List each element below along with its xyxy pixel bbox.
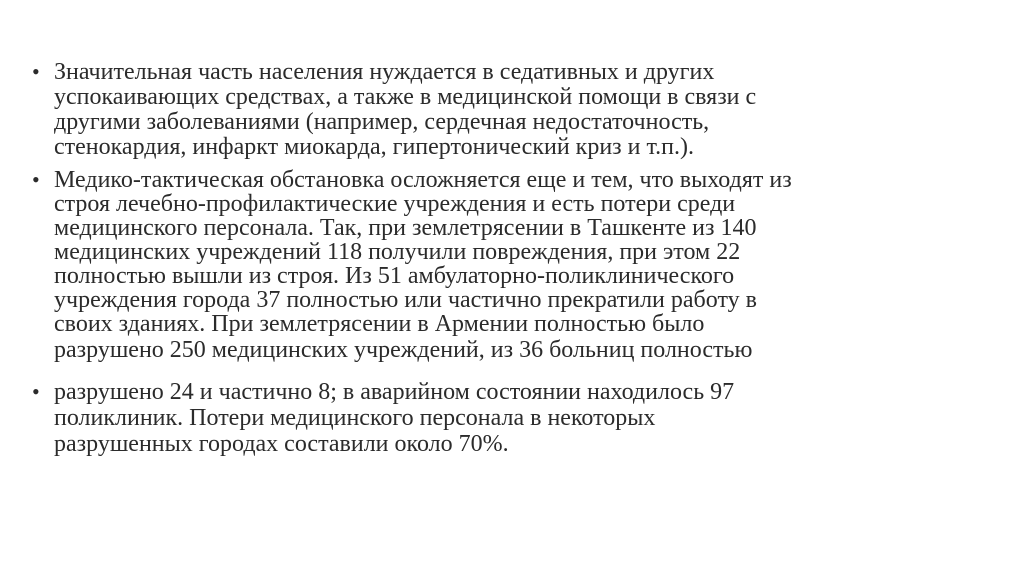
- text-line: полностью вышли из строя. Из 51 амбулаторно-поликлинического: [54, 263, 735, 289]
- bullet-marker: •: [32, 167, 40, 192]
- bullet-marker: •: [32, 379, 40, 404]
- text-line: медицинского персонала. Так, при землетрясении в Ташкенте из 140: [54, 215, 757, 241]
- text-line: другими заболеваниями (например, сердечная недостаточность,: [54, 109, 710, 135]
- text-line: строя лечебно-профилактические учреждения и есть потери среди: [54, 191, 736, 217]
- text-line: разрушенных городах составили около 70%.: [54, 431, 509, 457]
- text-line: учреждения города 37 полностью или частично прекратили работу в: [54, 287, 757, 313]
- text-line: своих зданиях. При землетрясении в Армении полностью было: [54, 311, 705, 337]
- text-line: стенокардия, инфаркт миокарда, гипертонический криз и т.п.).: [54, 134, 695, 160]
- text-line: успокаивающих средствах, а также в медицинской помощи в связи с: [54, 84, 757, 110]
- bullet-marker: •: [32, 59, 40, 84]
- text-line: разрушено 250 медицинских учреждений, из 36 больниц полностью: [54, 337, 753, 363]
- text-line: медицинских учреждений 118 получили повреждения, при этом 22: [54, 239, 741, 265]
- text-line: Значительная часть населения нуждается в седативных и других: [54, 59, 715, 85]
- text-line: разрушено 24 и частично 8; в аварийном состоянии находилось 97: [54, 379, 735, 405]
- text-line: Медико-тактическая обстановка осложняется еще и тем, что выходят из: [54, 167, 792, 193]
- text-line: поликлиник. Потери медицинского персонала в некоторых: [54, 405, 656, 431]
